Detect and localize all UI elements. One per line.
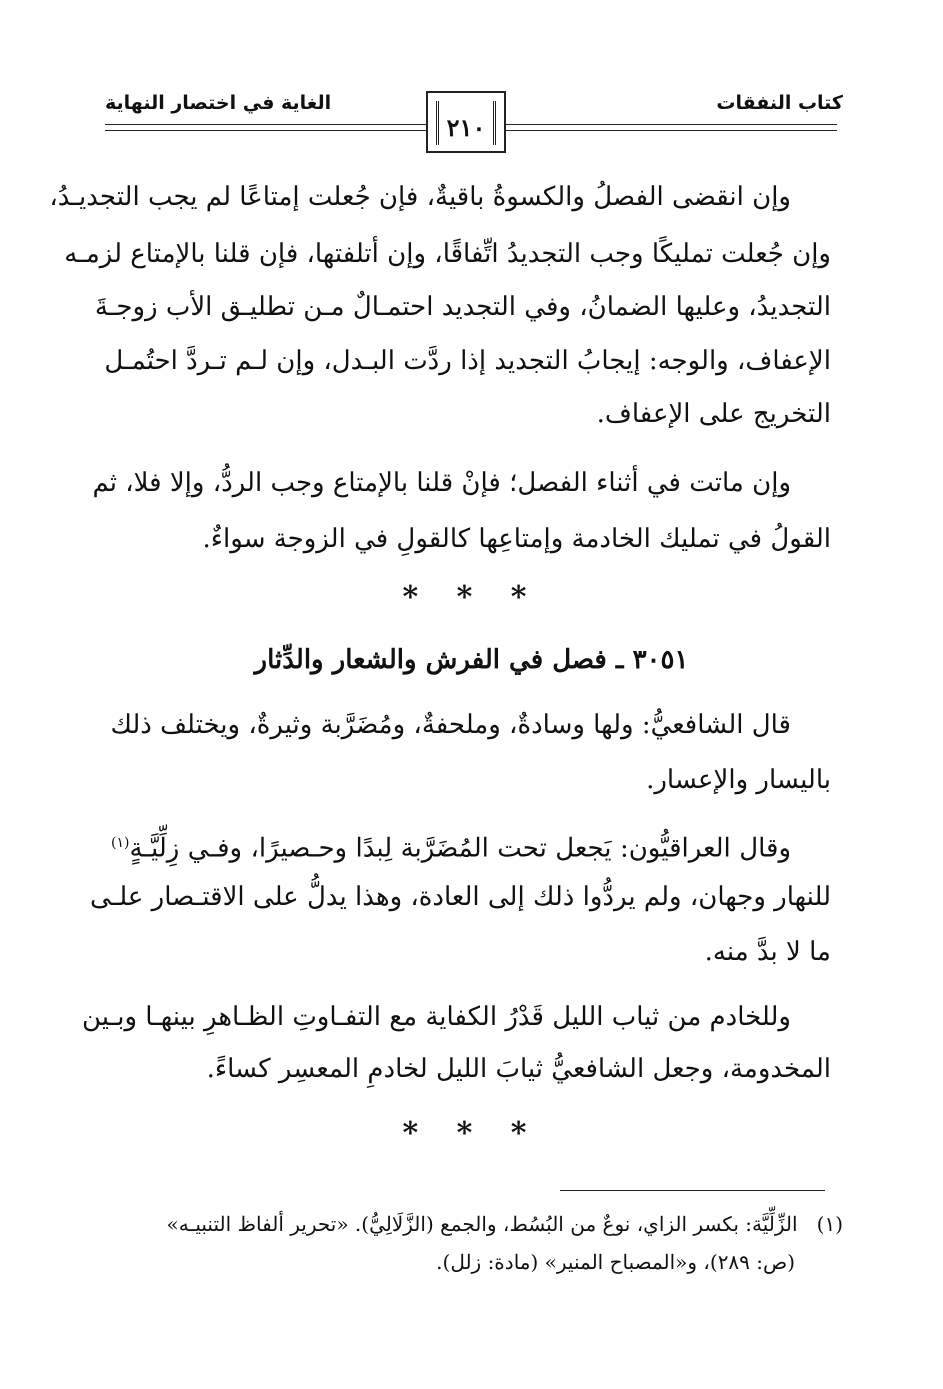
- p5-line-1: وللخادم من ثياب الليل قَدْرُ الكفاية مع التفـاوتِ الظـاهرِ بينهـا وبـين: [81, 1002, 791, 1032]
- page-number-frame: [426, 91, 506, 153]
- p1-line-4: الإعفاف، والوجه: إيجابُ التجديد إذا ردَّت البـدل، وإن لـم تـردَّ احتُمـل: [104, 346, 831, 376]
- p2-line-1: وإن ماتت في أثناء الفصل؛ فإنْ قلنا بالإمتاع وجب الردُّ، وإلا فلا، ثم: [92, 468, 791, 498]
- footnote-reference[interactable]: (١): [111, 835, 130, 851]
- footnote-line-1: [103, 1210, 843, 1238]
- p4-line-3: ما لا بدَّ منه.: [704, 937, 831, 967]
- p1-line-2: وإن جُعلت تمليكًا وجب التجديدُ اتِّفاقًا، وإن أتلفتها، فإن قلنا بالإمتاع لزمـه: [64, 239, 831, 269]
- header-rule-right: [505, 124, 837, 131]
- p3-line-2: باليسار والإعسار.: [646, 765, 831, 795]
- section-heading: ٣٠٥١ ـ فصل في الفرش والشعار والدِّثار: [254, 645, 689, 675]
- p5-line-2: المخدومة، وجعل الشافعيُّ ثيابَ الليل لخادمِ المعسِر كساءً.: [206, 1054, 831, 1084]
- footnote-text-1: الزِّلِّيَّة: بكسر الزاي، نوعٌ من البُسُط، والجمع (الزَّلَالِيُّ). «تحرير ألفاظ التنبيـه»: [166, 1212, 798, 1236]
- p1-line-5: التخريج على الإعفاف.: [596, 399, 831, 429]
- p4-line-1: [111, 826, 831, 866]
- p2-line-2: القولُ في تمليك الخادمة وإمتاعِها كالقولِ في الزوجة سواءٌ.: [202, 524, 831, 554]
- p1-line-3: التجديدُ، وعليها الضمانُ، وفي التجديد احتمـالٌ مـن تطليـق الأب زوجـةَ: [94, 292, 831, 322]
- page-number: ٢١٠: [446, 113, 486, 142]
- header-rule-left: [105, 124, 427, 131]
- running-header-work-title: الغاية في اختصار النهاية: [105, 92, 332, 114]
- footnote-rule: [560, 1190, 825, 1191]
- running-header-book-title: كتاب النفقات: [716, 92, 843, 114]
- p4-line-1-text: وقال العراقيُّون: يَجعل تحت المُضَرَّبة لِبدًا وحـصيرًا، وفـي زِلِّيَّـةٍ: [129, 833, 791, 864]
- footnote-line-2: (ص: ٢٨٩)، و«المصباح المنير» (مادة: زلل).: [436, 1250, 795, 1274]
- section-separator-stars: * * *: [402, 580, 541, 615]
- p1-line-1: وإن انقضى الفصلُ والكسوةُ باقيةٌ، فإن جُعلت إمتاعًا لم يجب التجديـدُ،: [49, 182, 791, 212]
- footnote-marker: (١): [816, 1212, 843, 1236]
- end-separator-stars: * * *: [402, 1116, 541, 1151]
- p3-line-1: قال الشافعيُّ: ولها وسادةٌ، وملحفةٌ، ومُضَرَّبة وثيرةٌ، ويختلف ذلك: [110, 710, 791, 740]
- p4-line-2: للنهار وجهان، ولم يردُّوا ذلك إلى العادة، وهذا يدلُّ على الاقتـصار علـى: [90, 882, 831, 912]
